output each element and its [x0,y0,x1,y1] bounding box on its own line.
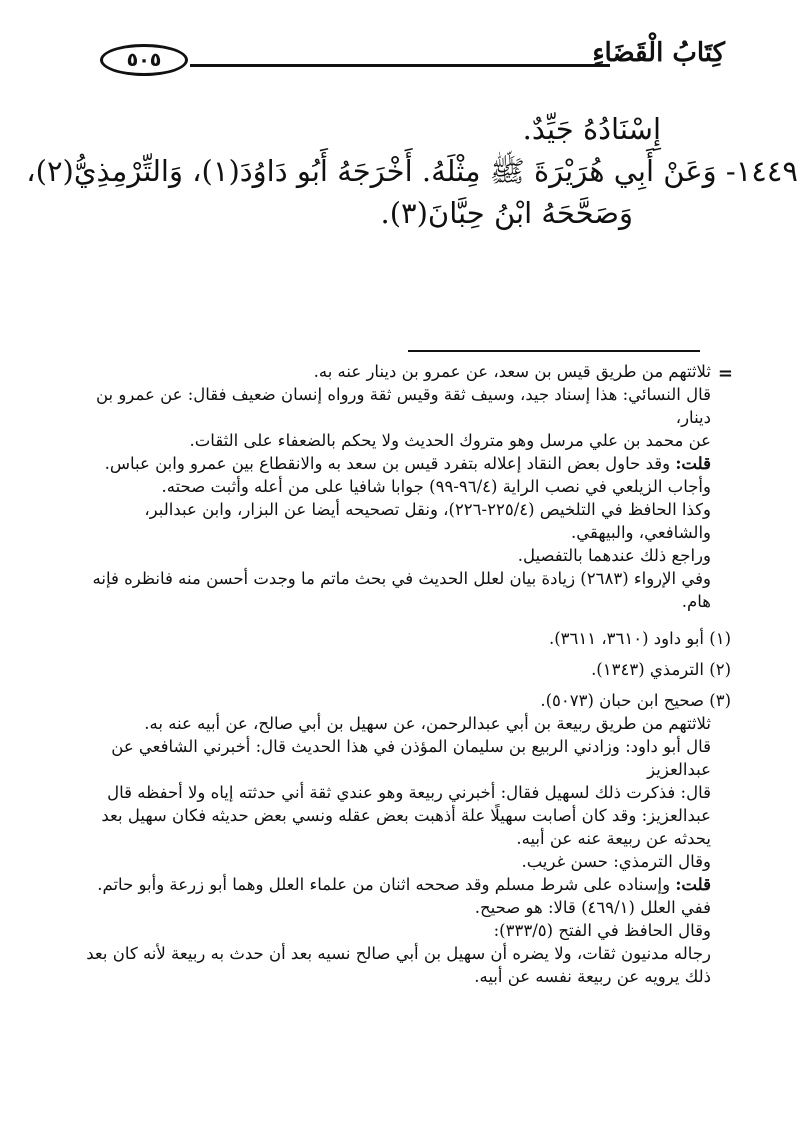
footnote-3: (٣) صحيح ابن حبان (٥٠٧٣). [540,691,731,710]
footnote-line [66,873,711,896]
footnote-line: قال: فذكرت ذلك لسهيل فقال: أخبرني ربيعة وهو عندي ثقة أني حدثته إياه ولا أحفظه قال [107,783,711,802]
footnote-line: ففي العلل (٤٦٩/١) قالا: هو صحيح. [474,898,711,917]
footnote-line: قال أبو داود: وزادني الربيع بن سليمان المؤذن في هذا الحديث قال: أخبرني الشافعي عن عبدالعزيز [111,737,711,779]
footnote-line: ذلك يرويه عن ربيعة نفسه عن أبيه. [474,967,711,986]
footnote-line: وفي الإرواء (٢٦٨٣) زيادة بيان لعلل الحديث في بحث ماتم ما وجدت أحسن منه فانظره فإنه هام. [92,569,711,611]
footnote-line: عبدالعزيز: وقد كان أصابت سهيلًا علة أذهبت بعض عقله ونسي بعض حديثه فكان سهيل بعد [101,806,711,825]
footnote-line: وكذا الحافظ في التلخيص (٢٢٥/٤-٢٢٦)، ونقل تصحيحه أيضا عن البزار، وابن عبدالبر، [144,500,711,519]
footnote-1: (١) أبو داود (٣٦١٠، ٣٦١١). [548,629,731,648]
qult-text: وإسناده على شرط مسلم وقد صححه اثنان من علماء العلل وهما أبو زرعة وأبو حاتم. [97,875,676,894]
header-rule [190,64,610,67]
footnote-2: (٢) الترمذي (١٣٤٣). [591,660,731,679]
footnote-line: وأجاب الزيلعي في نصب الراية (٩٦/٤-٩٩) جوابا شافيا على من أعله وأثبت صحته. [161,477,711,496]
page-number: ٥٠٥ [100,44,188,76]
footnote-line: يحدثه عن ربيعة عنه عن أبيه. [516,829,711,848]
footnote-line: قال النسائي: هذا إسناد جيد، وسيف ثقة وقيس ثقة ورواه إنسان ضعيف فقال: عن عمرو بن دينار، [95,385,711,427]
footnote-line: عن محمد بن علي مرسل وهو متروك الحديث ولا يحكم بالضعفاء على الثقات. [189,431,711,450]
book-title: كِتَابُ الْقَضَاءِ [592,38,725,68]
footnote-line [66,452,711,475]
continuation-marker: = [717,363,733,384]
footnote-line: وقال الترمذي: حسن غريب. [521,852,711,871]
qult-label: قلت: [675,875,711,894]
qult-label: قلت: [675,454,711,473]
main-line: إِسْنَادُهُ جَيِّدٌ. [522,112,661,146]
main-text [26,108,798,234]
main-line: وَصَحَّحَهُ ابْنُ حِبَّانَ(٣). [380,196,633,230]
footnote-line: ثلاثتهم من طريق ربيعة بن أبي عبدالرحمن، عن سهيل بن أبي صالح، عن أبيه عنه به. [144,714,711,733]
footnote-line: وراجع ذلك عندهما بالتفصيل. [517,546,711,565]
footnotes [66,360,733,988]
footnote-divider [408,350,700,352]
footnote-line: رجاله مدنيون ثقات، ولا يضره أن سهيل بن أبي صالح نسيه بعد أن حدث به ربيعة لأنه كان بعد [86,944,711,963]
footnote-line: وقال الحافظ في الفتح (٣٣٣/٥): [493,921,711,940]
footnote-line: والشافعي، والبيهقي. [571,523,711,542]
page-header [100,38,725,88]
qult-text: وقد حاول بعض النقاد إعلاله بتفرد قيس بن سعد به والانقطاع بين عمرو وابن عباس. [104,454,676,473]
hadith-1449: ١٤٤٩- وَعَنْ أَبِي هُرَيْرَةَ ﷺ مِثْلَهُ. أَخْرَجَهُ أَبُو دَاوُدَ(١)، وَالتِّرْمِذِيُّ(٢)، [26,154,798,188]
footnote-line: ثلاثتهم من طريق قيس بن سعد، عن عمرو بن دينار عنه به. [313,362,711,381]
